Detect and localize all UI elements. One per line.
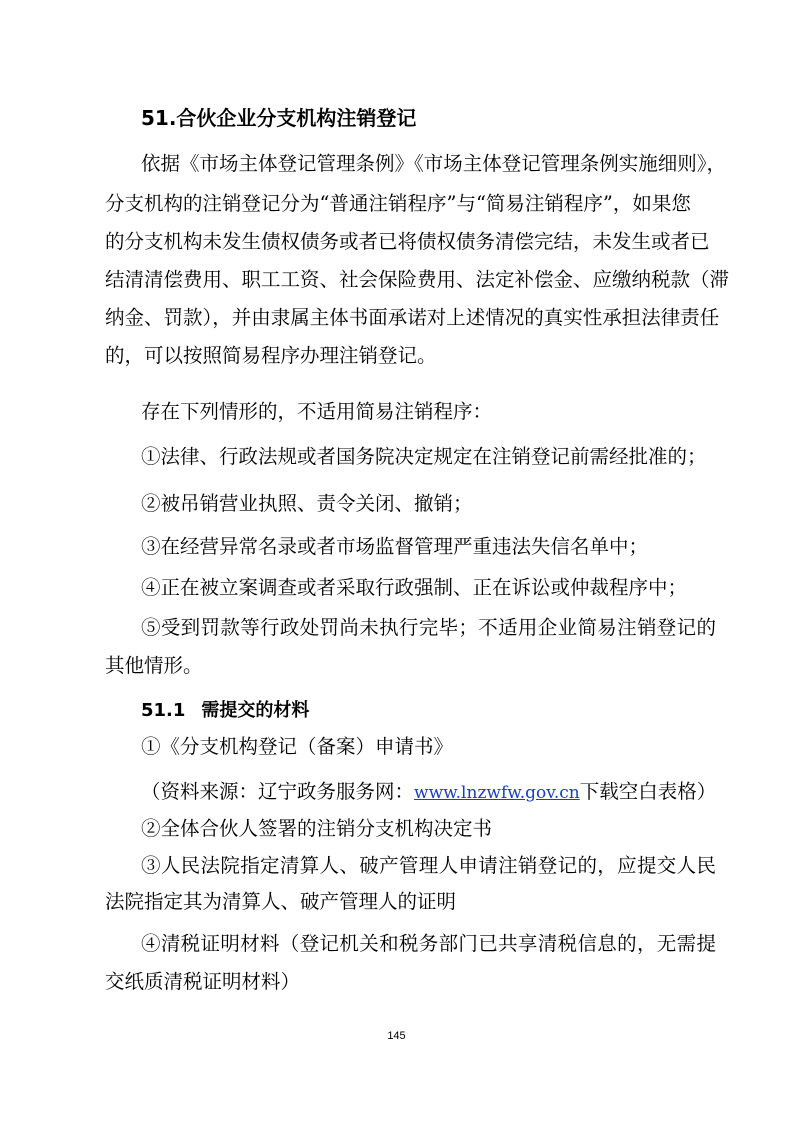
- exclusion-item-continued: 其他情形。: [105, 654, 203, 677]
- paragraph-line: 结清清偿费用、职工工资、社会保险费用、法定补偿金、应缴纳税款（滞: [105, 268, 730, 291]
- materials-number: 51.1: [141, 700, 186, 721]
- material-item-continued: 交纸质清税证明材料）: [105, 970, 301, 993]
- exclusion-intro: 存在下列情形的，不适用简易注销程序：: [141, 400, 493, 423]
- exclusion-item: ②被吊销营业执照、责令关闭、撤销；: [141, 492, 473, 515]
- material-item: ④清税证明材料（登记机关和税务部门已共享清税信息的，无需提: [141, 932, 716, 955]
- source-link[interactable]: www.lnzwfw.gov.cn: [414, 783, 580, 803]
- section-title: 51.合伙企业分支机构注销登记: [141, 106, 417, 130]
- material-item-continued: 法院指定其为清算人、破产管理人的证明: [105, 890, 457, 913]
- paragraph-line: 的分支机构未发生债权债务或者已将债权债务清偿完结，未发生或者已: [105, 230, 710, 253]
- material-item: ①《分支机构登记（备案）申请书》: [141, 735, 454, 758]
- materials-title: 需提交的材料: [201, 700, 310, 721]
- source-prefix: （资料来源：辽宁政务服务网：: [141, 780, 415, 803]
- page-number: 145: [387, 1030, 406, 1042]
- exclusion-item: ③在经营异常名录或者市场监督管理严重违法失信名单中；: [141, 535, 649, 558]
- exclusion-item: ①法律、行政法规或者国务院决定规定在注销登记前需经批准的；: [141, 445, 707, 468]
- materials-heading: [141, 697, 309, 725]
- source-suffix: 下载空白表格）: [579, 780, 717, 803]
- paragraph-line: 的，可以按照简易程序办理注销登记。: [105, 344, 437, 367]
- material-item: ③人民法院指定清算人、破产管理人申请注销登记的，应提交人民: [141, 854, 716, 877]
- paragraph-line: 依据《市场主体登记管理条例》《市场主体登记管理条例实施细则》，: [141, 152, 727, 175]
- exclusion-item: ⑤受到罚款等行政处罚尚未执行完毕；不适用企业简易注销登记的: [141, 616, 716, 639]
- material-source: [141, 778, 716, 807]
- material-item: ②全体合伙人签署的注销分支机构决定书: [141, 817, 493, 840]
- paragraph-line: 分支机构的注销登记分为“普通注销程序”与“简易注销程序”，如果您: [105, 192, 691, 215]
- exclusion-item: ④正在被立案调查或者采取行政强制、正在诉讼或仲裁程序中；: [141, 576, 688, 599]
- paragraph-line: 纳金、罚款），并由隶属主体书面承诺对上述情况的真实性承担法律责任: [105, 306, 720, 329]
